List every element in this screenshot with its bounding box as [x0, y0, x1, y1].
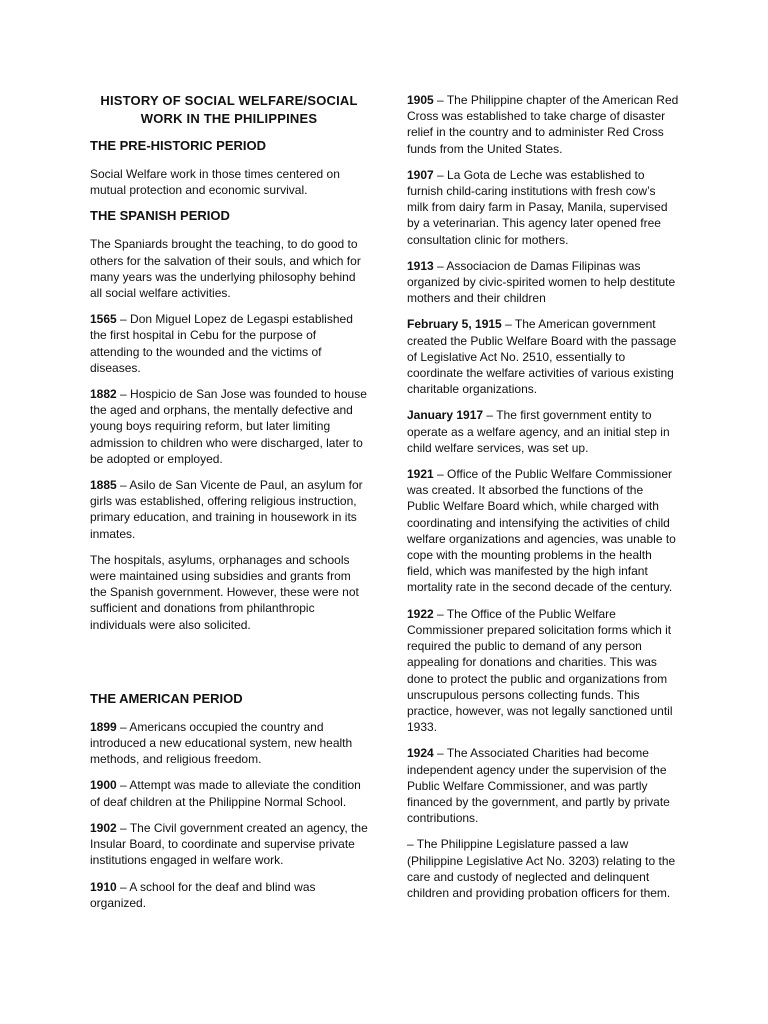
section-spacer: [90, 643, 368, 691]
entry-date: 1885: [90, 478, 117, 493]
entry-text: – The Office of the Public Welfare Commissioner prepared solicitation forms which it required the public to demand of any person appealing for donations and charities. This was done to protect the public and organizations from unscrupulous persons collecting funds. This practice, however, was not legally sanctioned until 1933.: [407, 606, 673, 735]
document-title: HISTORY OF SOCIAL WELFARE/SOCIAL WORK IN THE PHILIPPINES: [100, 93, 358, 126]
paragraph: [407, 836, 679, 901]
timeline-entry: [407, 167, 679, 248]
timeline-entry: [90, 879, 368, 911]
entry-text: – Americans occupied the country and introduced a new educational system, new health methods, and religious freedom.: [90, 719, 353, 767]
entry-text: – La Gota de Leche was established to furnish child-caring institutions with fresh cow’s milk from dairy farm in Pasay, Manila, supervised by a veterinarian. This agency later opened free consultation clinic for mothers.: [407, 167, 668, 247]
entry-date: 1905: [407, 93, 434, 107]
entry-text: Social Welfare work in those times centered on mutual protection and economic survival.: [90, 167, 340, 198]
paragraph: [90, 236, 368, 301]
timeline-entry: [90, 386, 368, 467]
timeline-entry: [407, 92, 679, 157]
section-heading: THE SPANISH PERIOD: [90, 208, 230, 224]
timeline-entry: [407, 258, 679, 307]
entry-date: 1924: [407, 746, 434, 761]
entry-text: – The Philippine chapter of the American Red Cross was established to take charge of disaster relief in the country and to administer Red Cross funds from the United States.: [407, 93, 679, 156]
timeline-entry: [407, 606, 679, 736]
entry-date: 1922: [407, 606, 434, 621]
entry-text: – The American government created the Public Welfare Board with the passage of Legislative Act No. 2510, essentially to coordinate the welfare activities of various existing charitable organizations.: [407, 317, 677, 397]
entry-text: – Asilo de San Vicente de Paul, an asylum for girls was established, offering religious instruction, primary education, and training in housework in its inmates.: [90, 478, 363, 541]
entry-text: – Don Miguel Lopez de Legaspi established the first hospital in Cebu for the purpose of attending to the wounded and the victims of diseases.: [90, 312, 353, 375]
timeline-entry: [90, 719, 368, 768]
entry-date: 1902: [90, 820, 117, 835]
entry-date: 1565: [90, 312, 117, 327]
entry-text: – A school for the deaf and blind was organized.: [90, 879, 316, 910]
entry-date: January 1917: [407, 408, 484, 423]
entry-text: The hospitals, asylums, orphanages and schools were maintained using subsidies and grants from the Spanish government. However, these were not sufficient and donations from philanthropic individuals were also solicited.: [90, 552, 359, 632]
timeline-entry: [407, 466, 679, 596]
paragraph: [90, 166, 368, 198]
timeline-entry: [90, 820, 368, 869]
entry-date: 1882: [90, 387, 117, 402]
entry-text: – Attempt was made to alleviate the condition of deaf children at the Philippine Normal School.: [90, 778, 361, 809]
section-heading: THE PRE-HISTORIC PERIOD: [90, 138, 267, 153]
entry-date: 1921: [407, 467, 434, 482]
entry-text: – Associacion de Damas Filipinas was organized by civic-spirited women to help destitute mothers and their children: [407, 258, 676, 306]
entry-text: – The Philippine Legislature passed a law (Philippine Legislative Act No. 3203) relating to the care and custody of neglected and delinquent children and providing probation officers for them.: [407, 837, 676, 900]
timeline-entry: [407, 745, 679, 826]
timeline-entry: [90, 477, 368, 542]
entry-date: February 5, 1915: [407, 317, 502, 332]
timeline-entry: [90, 777, 368, 809]
entry-date: 1899: [90, 719, 117, 734]
timeline-entry: [407, 407, 679, 456]
timeline-entry: [407, 316, 679, 397]
entry-text: – Hospicio de San Jose was founded to house the aged and orphans, the mentally defective and young boys requiring reform, but later limiting admission to children who were discharged, later to be adopted or employed.: [90, 387, 367, 466]
timeline-entry: [90, 311, 368, 376]
right-column: [407, 92, 679, 911]
entry-text: The Spaniards brought the teaching, to do good to others for the salvation of their souls, and which for many years was the underlying philosophy behind all social welfare activities.: [90, 237, 361, 301]
entry-text: – The Civil government created an agency, the Insular Board, to coordinate and supervise private institutions engaged in welfare work.: [90, 820, 368, 868]
section-heading: THE AMERICAN PERIOD: [90, 690, 243, 706]
left-column: [90, 92, 368, 921]
paragraph: [90, 552, 368, 633]
entry-text: – The first government entity to operate as a welfare agency, and an initial step in child welfare services, was set up.: [407, 408, 670, 455]
entry-date: 1913: [407, 258, 434, 273]
entry-date: 1900: [90, 778, 117, 793]
entry-text: – Office of the Public Welfare Commissioner was created. It absorbed the functions of the Public Welfare Board which, while charged with coordinating and intensifying the activities of child welfare organizations and agencies, was unable to cope with the mounting problems in the health field, which was manifested by the high infant mortality rate in the second decade of the century.: [407, 467, 676, 595]
entry-text: – The Associated Charities had become independent agency under the supervision of the Public Welfare Commissioner, and was partly financed by the government, and partly by private contributions.: [407, 746, 670, 826]
entry-date: 1910: [90, 879, 117, 894]
entry-date: 1907: [407, 167, 434, 182]
